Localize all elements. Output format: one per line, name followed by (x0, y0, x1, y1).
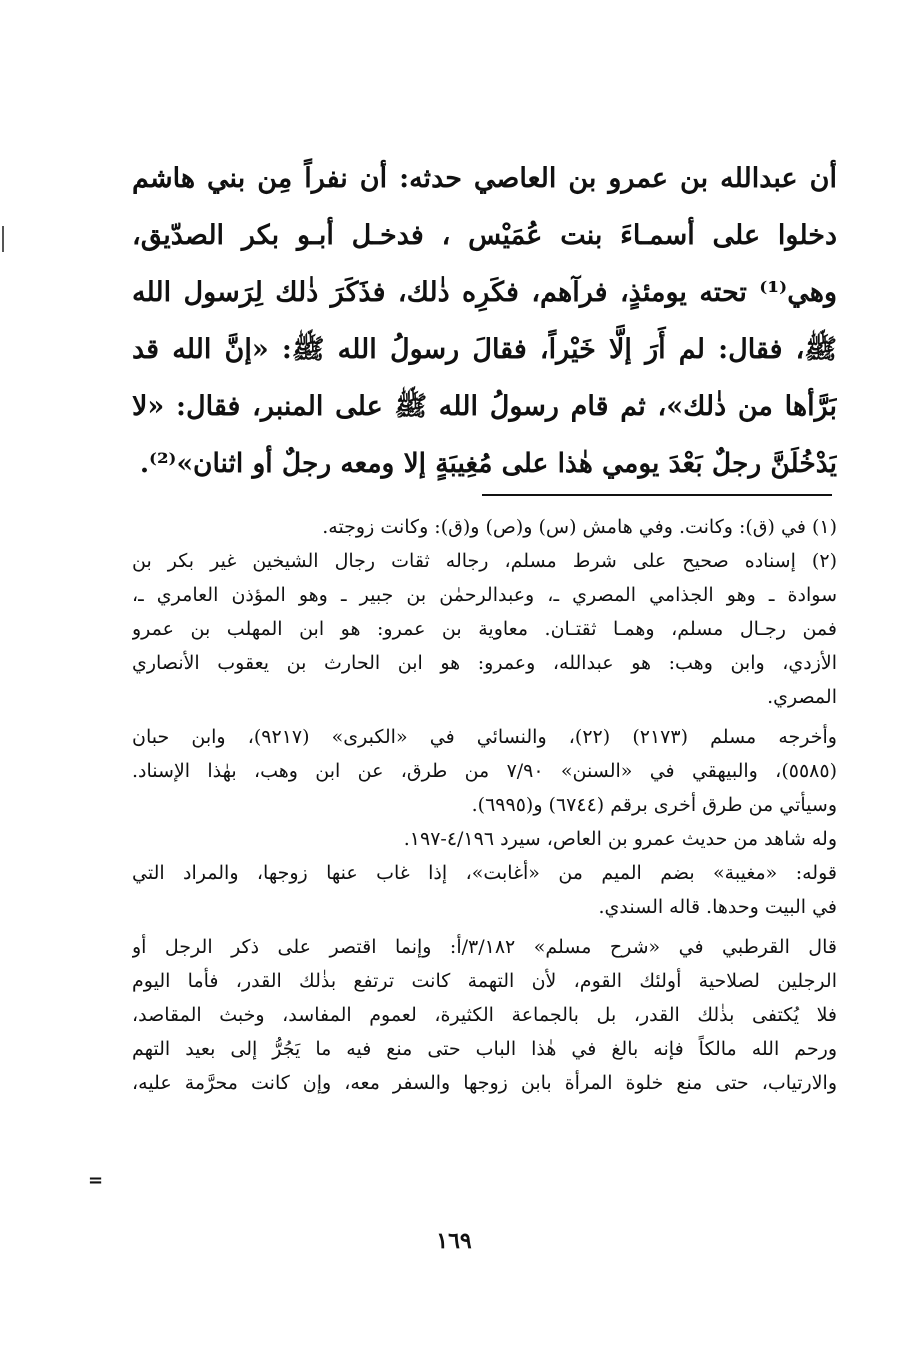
footnote-separator (482, 494, 832, 496)
continuation-mark: = (88, 1170, 104, 1191)
footnote-line: (١) في (ق): وكانت. وفي هامش (س) و(ص) و(ق): وكانت زوجته. (322, 516, 837, 538)
footnotes (132, 510, 837, 1100)
footnote-line: المصري. (767, 686, 837, 708)
footnote-line: وأخرجه مسلم (٢١٧٣) (٢٢)، والنسائي في «الكبرى» (٩٢١٧)، وابن حبان (132, 726, 837, 748)
footnote-line: قال القرطبي في «شرح مسلم» ٣/١٨٢/أ: وإنما اقتصر على ذكر الرجل أو (132, 936, 837, 958)
hadith-line: أن عبدالله بن عمرو بن العاصي حدثه: أن نفراً مِن بني هاشم (132, 163, 837, 194)
hadith-line: وهي⁽¹⁾ تحته يومئذٍ، فرآهم، فكَرِه ذٰلك، فذَكَرَ ذٰلك لِرَسول الله (132, 277, 837, 308)
footnote-line: قوله: «مغيبة» بضم الميم من «أغابت»، إذا غاب عنها زوجها، والمراد التي (132, 862, 837, 884)
footnote-line: وسيأتي من طرق أخرى برقم (٦٧٤٤) و(٦٩٩٥). (471, 794, 837, 816)
footnote-line: (٢) إسناده صحيح على شرط مسلم، رجاله ثقات رجال الشيخين غير بكر بن (132, 550, 837, 572)
scan-edge-mark (2, 226, 4, 252)
hadith-line: ﷺ، فقال: لم أَرَ إلَّا خَيْراً، فقالَ رسولُ الله ﷺ: «إنَّ الله قد (132, 334, 837, 365)
footnote-line: وله شاهد من حديث عمرو بن العاص، سيرد ٤/١٩٦-١٩٧. (403, 828, 837, 850)
footnote-line: الرجلين لصلاحية أولئك القوم، لأن التهمة كانت ترتفع بذٰلك القدر، فأما اليوم (132, 970, 837, 992)
page-number: ١٦٩ (436, 1228, 472, 1254)
footnote-line: ورحم الله مالكاً فإنه بالغ في هٰذا الباب حتى منع فيه ما يَجُرُّ إلى بعيد التهم (132, 1038, 837, 1060)
footnote-line: في البيت وحدها. قاله السندي. (598, 896, 837, 918)
hadith-text (132, 150, 837, 492)
footnote-line: فمن رجـال مسلم، وهمـا ثقتـان. معاوية بن عمرو: هو ابن المهلب بن عمرو (132, 618, 837, 640)
footnote-line: فلا يُكتفى بذٰلك القدر، بل بالجماعة الكثيرة، لعموم المفاسد، وخبث المقاصد، (132, 1004, 837, 1026)
footnote-line: والارتياب، حتى منع خلوة المرأة بابن زوجها والسفر معه، وإن كانت محرَّمة عليه، (132, 1072, 837, 1094)
hadith-line: دخلوا على أسمـاءَ بنت عُمَيْس ، فدخـل أبـو بكر الصدّيق، (132, 220, 837, 251)
hadith-line: بَرَّأها من ذٰلك»، ثم قام رسولُ الله ﷺ على المنبر، فقال: «لا (132, 391, 837, 422)
footnote-line: (٥٥٨٥)، والبيهقي في «السنن» ٧/٩٠ من طرق، عن ابن وهب، بهٰذا الإسناد. (132, 760, 837, 782)
footnote-line: الأزدي، وابن وهب: هو عبدالله، وعمرو: هو ابن الحارث بن يعقوب الأنصاري (132, 652, 837, 674)
hadith-line: يَدْخُلَنَّ رجلٌ بَعْدَ يومي هٰذا على مُغِيبَةٍ إلا ومعه رجلٌ أو اثنان»⁽²⁾. (139, 448, 837, 479)
footnote-line: سوادة ـ وهو الجذامي المصري ـ، وعبدالرحمٰن بن جبير ـ وهو المؤذن العامري ـ، (132, 584, 837, 606)
